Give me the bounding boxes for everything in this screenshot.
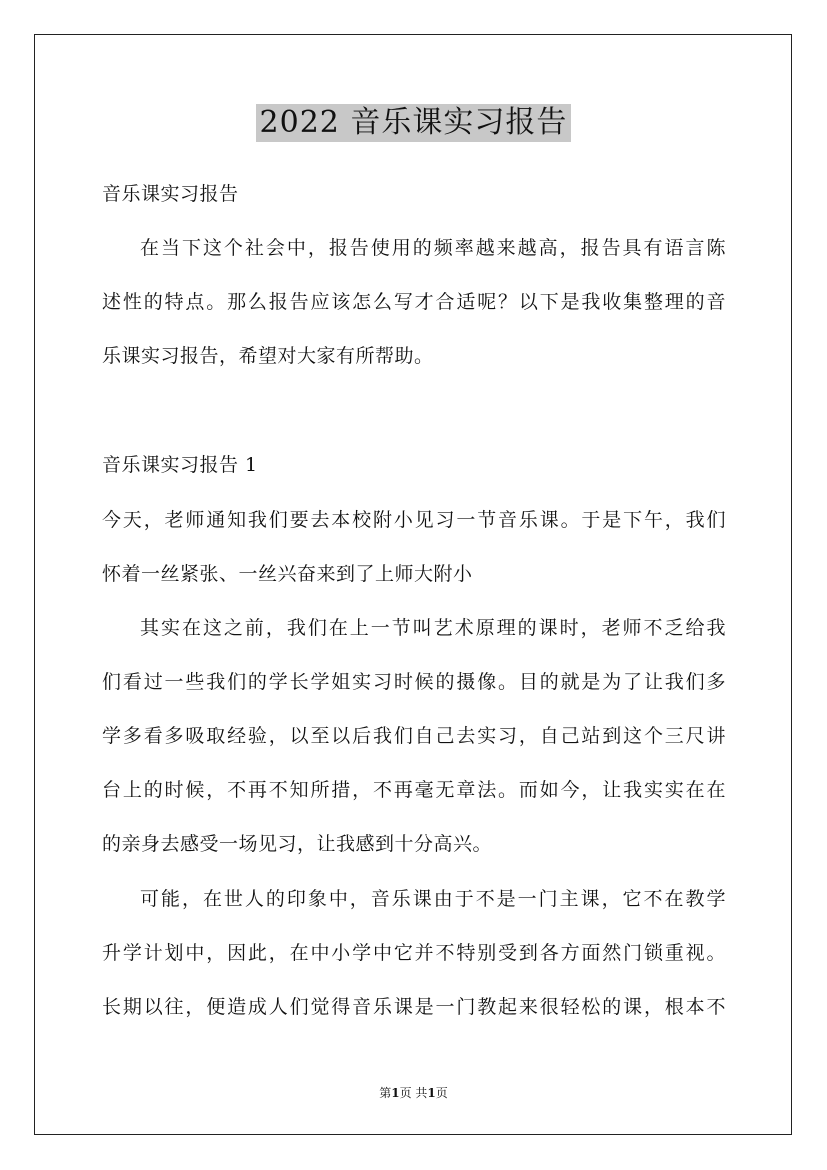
paragraph-line: 可能，在世人的印象中，音乐课由于不是一门主课，它不在教学 <box>140 888 726 910</box>
title-container <box>0 104 827 142</box>
paragraph-line: 升学计划中，因此，在中小学中它并不特别受到各方面然门锁重视。 <box>102 942 726 964</box>
paragraph-line: 们看过一些我们的学长学姐实习时候的摄像。目的就是为了让我们多 <box>102 671 726 693</box>
paragraph-line: 乐课实习报告，希望对大家有所帮助。 <box>102 345 434 367</box>
section-heading: 音乐课实习报告 <box>102 183 239 205</box>
paragraph-line: 在当下这个社会中，报告使用的频率越来越高，报告具有语言陈 <box>140 237 726 259</box>
paragraph-line: 今天，老师通知我们要去本校附小见习一节音乐课。于是下午，我们 <box>102 509 726 531</box>
footer-page-suffix: 页 <box>435 1086 448 1100</box>
footer-page-number: 1 <box>391 1086 400 1100</box>
paragraph-line: 述性的特点。那么报告应该怎么写才合适呢？以下是我收集整理的音 <box>102 291 726 313</box>
footer-page-total: 1 <box>427 1086 436 1100</box>
footer-page-mid: 页 共 <box>399 1086 428 1100</box>
paragraph-line: 台上的时候，不再不知所措，不再毫无章法。而如今，让我实实在在 <box>102 779 726 801</box>
paragraph-line: 长期以往，便造成人们觉得音乐课是一门教起来很轻松的课，根本不 <box>102 996 726 1018</box>
page-footer <box>0 1085 827 1101</box>
paragraph-line: 学多看多吸取经验，以至以后我们自己去实习，自己站到这个三尺讲 <box>102 725 726 747</box>
paragraph-line: 的亲身去感受一场见习，让我感到十分高兴。 <box>102 833 493 855</box>
document-title: 2022 音乐课实习报告 <box>256 104 572 142</box>
footer-page-prefix: 第 <box>379 1086 392 1100</box>
section-heading: 音乐课实习报告 1 <box>102 454 258 476</box>
paragraph-line: 怀着一丝紧张、一丝兴奋来到了上师大附小 <box>102 563 473 585</box>
paragraph-line: 其实在这之前，我们在上一节叫艺术原理的课时，老师不乏给我 <box>140 617 726 639</box>
